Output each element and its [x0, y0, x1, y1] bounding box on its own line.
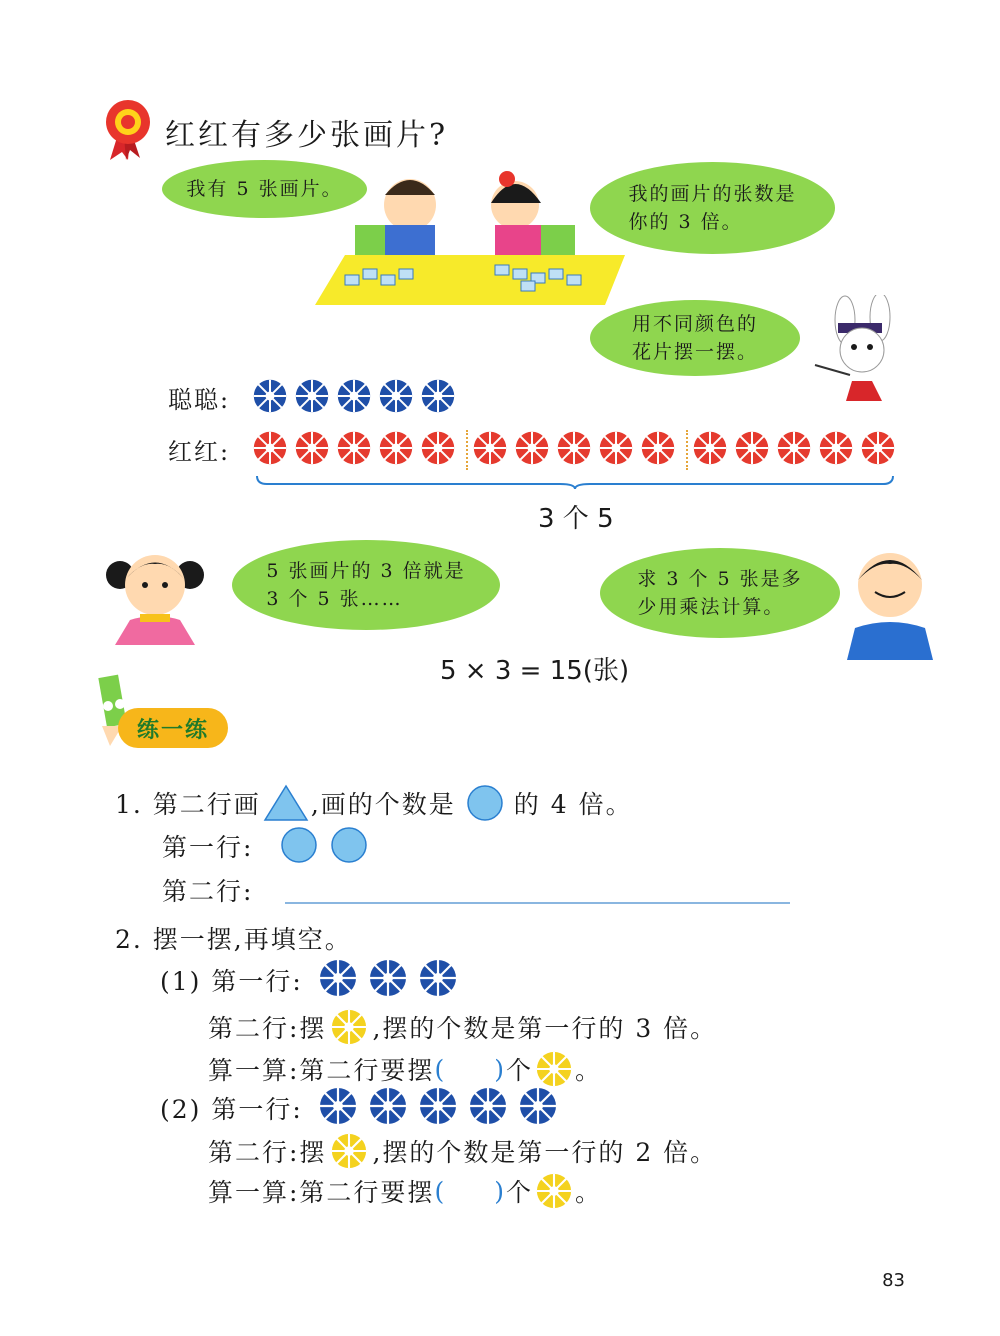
- yellow-flower-icon: [535, 1172, 573, 1210]
- equation: 5 × 3 = 15(张): [440, 656, 630, 686]
- red-flower-icon: [336, 430, 372, 466]
- ex2-part2-line3: [208, 1172, 602, 1210]
- paren-close: ): [494, 1054, 506, 1084]
- ex1-row2-answer-line[interactable]: [285, 902, 790, 904]
- ex2-p1-line2-b: ,摆的个数是第一行的 3 倍。: [372, 1014, 718, 1043]
- paren-open: (: [434, 1054, 447, 1084]
- exercise-1-prompt: [115, 784, 633, 822]
- flower-group: [252, 430, 462, 470]
- ex2-p2-line2-b: ,摆的个数是第一行的 2 倍。: [372, 1138, 718, 1167]
- ex2-part2-line2: [208, 1132, 717, 1170]
- ex2-part1-line3: [208, 1050, 602, 1088]
- ex2-p1-line3-b: 个: [505, 1056, 533, 1085]
- red-flower-icon: [378, 430, 414, 466]
- flower-group: [692, 430, 902, 470]
- ex2-part1-label: (1) 第一行:: [160, 967, 303, 996]
- speech-bubble-rabbit: [590, 300, 800, 376]
- period: 。: [574, 1178, 602, 1207]
- ex2-p2-line3-a: 算一算:第二行要摆: [208, 1178, 435, 1207]
- red-flower-icon: [472, 430, 508, 466]
- row-label-congcong: 聪聪:: [168, 386, 231, 414]
- practice-title: 练一练: [136, 717, 209, 743]
- blue-flower-icon: [418, 1086, 458, 1126]
- honghong-flower-row: [252, 430, 902, 470]
- page-number: 83: [882, 1270, 905, 1291]
- ex1-suffix: 的 4 倍。: [513, 790, 633, 819]
- blue-flower-icon: [294, 378, 330, 414]
- ex1-row2-label: 第二行:: [162, 877, 254, 906]
- brace-label: 3 个 5: [538, 504, 614, 534]
- kids-table-illustration: [315, 165, 635, 310]
- red-flower-icon: [420, 430, 456, 466]
- blue-flower-icon: [368, 1086, 408, 1126]
- red-flower-icon: [252, 430, 288, 466]
- blue-flower-icon: [378, 378, 414, 414]
- ex2-p2-line2-a: 第二行:摆: [208, 1138, 327, 1167]
- girl-illustration: [100, 540, 210, 645]
- blue-flower-icon: [518, 1086, 558, 1126]
- ex1-row1-circles: [280, 826, 368, 864]
- bubble-text: 求 3 个 5 张是多 少用乘法计算。: [637, 568, 803, 618]
- red-flower-icon: [776, 430, 812, 466]
- ex2-part2-label: (2) 第一行:: [160, 1095, 303, 1124]
- rabbit-teacher-illustration: [810, 295, 920, 405]
- circle-icon: [280, 826, 318, 864]
- blue-flower-icon: [418, 958, 458, 998]
- ex2-p1-line3-a: 算一算:第二行要摆: [208, 1056, 435, 1085]
- red-flower-icon: [598, 430, 634, 466]
- red-flower-icon: [860, 430, 896, 466]
- red-flower-icon: [514, 430, 550, 466]
- speech-bubble-boy-bottom: [600, 548, 840, 638]
- yellow-flower-icon: [535, 1050, 573, 1088]
- speech-bubble-girl-bottom: [232, 540, 500, 630]
- blue-flower-icon: [318, 1086, 358, 1126]
- page-title: 红红有多少张画片?: [165, 118, 449, 153]
- ex1-mid: ,画的个数是: [310, 790, 456, 819]
- circle-icon: [330, 826, 368, 864]
- bubble-text: 用不同颜色的 花片摆一摆。: [631, 313, 758, 363]
- flower-group: [472, 430, 682, 470]
- ex1-row1-label: 第一行:: [162, 833, 254, 862]
- group-divider: [686, 430, 688, 470]
- red-flower-icon: [692, 430, 728, 466]
- row-label-honghong: 红红:: [168, 438, 231, 466]
- red-flower-icon: [556, 430, 592, 466]
- blue-flower-icon: [368, 958, 408, 998]
- brace: [255, 474, 895, 490]
- paren-open: (: [434, 1176, 447, 1206]
- answer-blank-1[interactable]: [446, 1055, 494, 1083]
- bubble-text: 5 张画片的 3 倍就是 3 个 5 张……: [266, 560, 466, 610]
- red-flower-icon: [640, 430, 676, 466]
- blue-flower-icon: [420, 378, 456, 414]
- blue-flower-icon: [468, 1086, 508, 1126]
- bubble-text: 我有 5 张画片。: [186, 178, 343, 200]
- yellow-flower-icon: [330, 1132, 368, 1170]
- ex2-part1-line2: [208, 1008, 717, 1046]
- practice-banner: [118, 708, 228, 748]
- bubble-text: 我的画片的张数是 你的 3 倍。: [628, 183, 797, 233]
- paren-close: ): [494, 1176, 506, 1206]
- red-flower-icon: [294, 430, 330, 466]
- group-divider: [466, 430, 468, 470]
- triangle-icon: [263, 784, 309, 822]
- red-flower-icon: [818, 430, 854, 466]
- ex1-prefix: 1. 第二行画: [115, 790, 261, 819]
- rosette-icon: [100, 98, 156, 162]
- period: 。: [574, 1056, 602, 1085]
- blue-flower-icon: [318, 958, 358, 998]
- boy-illustration: [845, 540, 935, 660]
- blue-flower-icon: [252, 378, 288, 414]
- blue-flower-icon: [336, 378, 372, 414]
- ex2-part1-row1: [318, 958, 458, 998]
- exercise-2-title: 2. 摆一摆,再填空。: [115, 925, 352, 954]
- ex2-part2-row1: [318, 1086, 558, 1126]
- congcong-flower-row: [252, 378, 462, 418]
- ex2-p2-line3-b: 个: [505, 1178, 533, 1207]
- red-flower-icon: [734, 430, 770, 466]
- circle-icon: [466, 784, 504, 822]
- ex2-p1-line2-a: 第二行:摆: [208, 1014, 327, 1043]
- answer-blank-2[interactable]: [446, 1177, 494, 1205]
- yellow-flower-icon: [330, 1008, 368, 1046]
